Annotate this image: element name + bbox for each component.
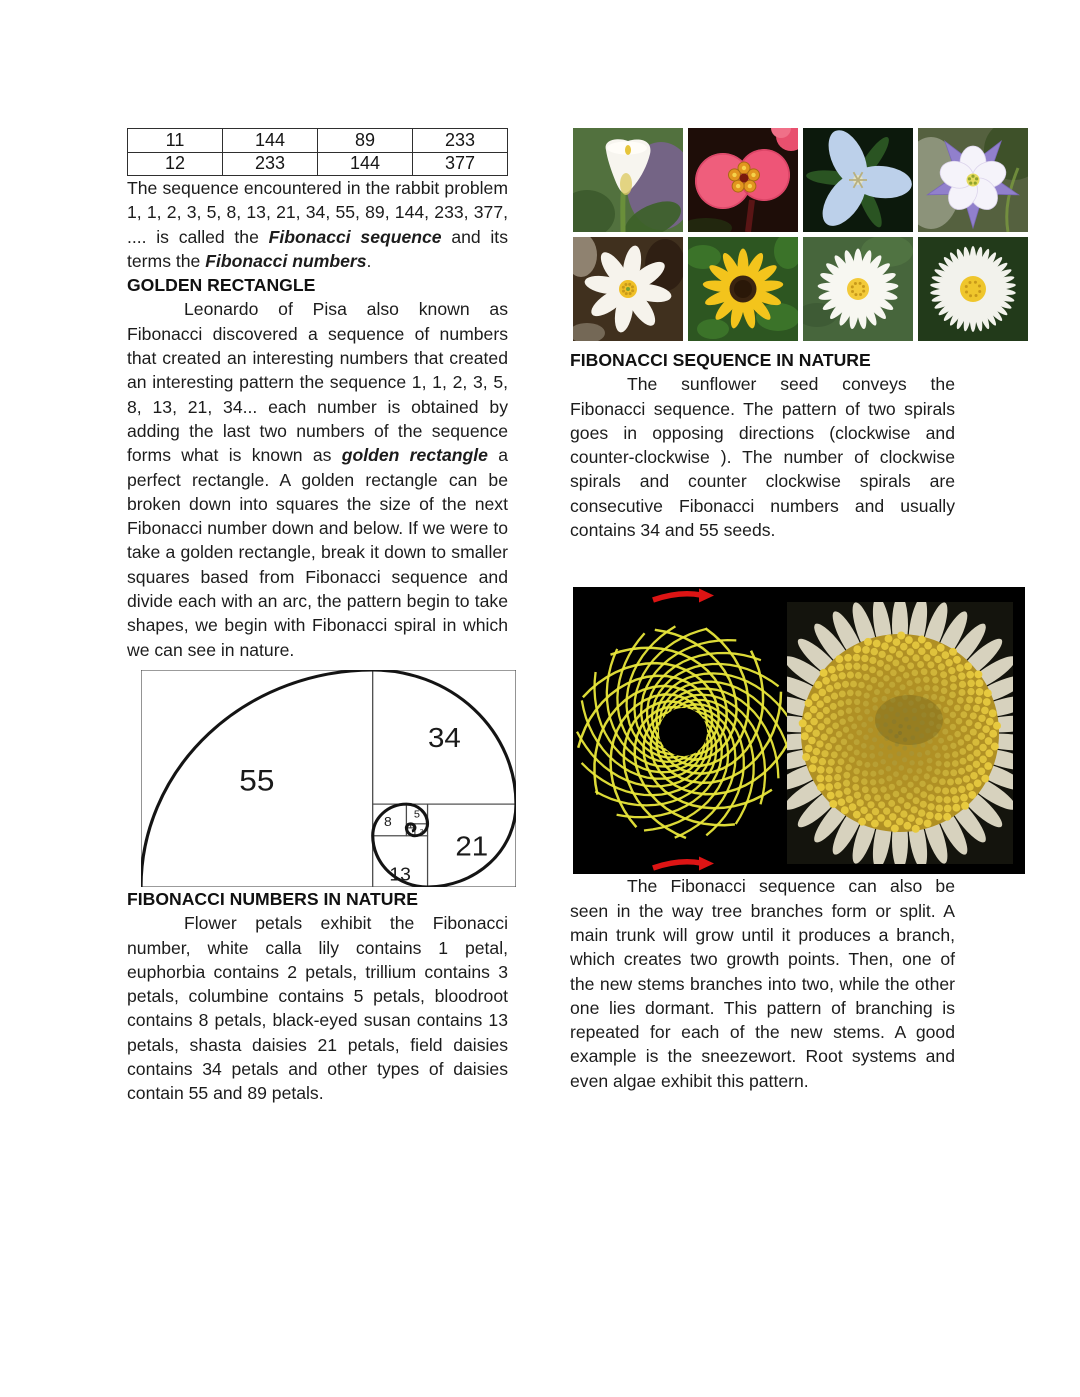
text-segment: The sunflower seed conveys the Fibonacci sequence. The pattern of two spirals goes in opposing directions (clockwise and counter-clockwise ). The number of clockwise spirals and counter clockwise spirals are consecutive Fibonacci numbers and usually contains 34 and 55 seeds. — [570, 374, 955, 541]
text-segment: golden rectangle — [341, 445, 488, 466]
left-column — [127, 128, 508, 1106]
flower-image-shasta-daisy — [803, 237, 913, 341]
flower-image-columbine — [918, 128, 1028, 232]
numbers-in-nature-paragraph — [127, 911, 508, 1105]
sunflower-spiral-svg — [573, 587, 1025, 874]
spiral-label-5: 5 — [413, 808, 421, 821]
spiral-label-3: 3 — [419, 828, 424, 836]
right-column — [570, 128, 955, 1093]
table-cell: 377 — [413, 152, 508, 176]
text-segment: Fibonacci numbers — [205, 250, 367, 271]
sequence-in-nature-heading: FIBONACCI SEQUENCE IN NATURE — [570, 350, 871, 370]
text-segment: . — [366, 250, 372, 271]
table-cell: 144 — [318, 152, 413, 176]
flower-image-field-daisy — [918, 237, 1028, 341]
text-segment: Leonardo of Pisa also known as Fibonacci discovered a sequence of numbers that created an interesting numbers that created an interesting pattern the sequence 1, 1, 2, 3, 5, 8, 13, 21, 34... each number is obtained by adding the last two numbers of the sequence forms what is known as — [127, 299, 508, 466]
text-segment: The Fibonacci sequence can also be seen in the way tree branches form or split. A main trunk will grow until it produces a branch, which creates two growth points. Then, one of the new stems branches into two, while the other one lies dormant. This pattern of branching is repeated for each of the new stems. A good example is the sneezewort. Root systems and even algae exhibit this pattern. — [570, 876, 955, 1091]
sequence-in-nature-paragraph — [570, 372, 955, 542]
flower-grid — [573, 128, 955, 341]
spiral-label-13: 13 — [389, 864, 411, 885]
flower-image-trillium — [803, 128, 913, 232]
spiral-label-55: 55 — [239, 764, 275, 798]
text-segment: Fibonacci sequence — [268, 226, 442, 247]
flower-image-white-calla-lily — [573, 128, 683, 232]
flower-image-euphorbia — [688, 128, 798, 232]
spiral-label-8: 8 — [384, 814, 392, 830]
golden-rectangle-paragraph — [127, 297, 508, 661]
numbers-in-nature-heading: FIBONACCI NUMBERS IN NATURE — [127, 888, 418, 909]
table-cell: 11 — [128, 129, 223, 153]
branching-paragraph — [570, 874, 955, 1093]
text-segment: and its terms the — [127, 226, 508, 271]
text-segment: The sequence encountered in the rabbit problem 1, 1, 2, 3, 5, 8, 13, 21, 34, 55, 89, 144, 233, 377, .... is called the — [127, 178, 508, 247]
text-segment: a perfect rectangle. A golden rectangle can be broken down into squares the size of the next Fibonacci number down and below. If we were to take a golden rectangle, break it down to smaller squares based from Fibonacci sequence and divide each with an arc, the pattern begin to take shapes, we begin with Fibonacci spiral in which we can see in nature. — [127, 445, 508, 660]
flower-image-black-eyed-susan — [688, 237, 798, 341]
fibonacci-spiral-figure — [141, 670, 516, 887]
table-cell: 144 — [223, 129, 318, 153]
table-row — [128, 152, 508, 176]
intro-paragraph — [127, 176, 508, 273]
table-cell: 12 — [128, 152, 223, 176]
table-cell: 233 — [223, 152, 318, 176]
flower-image-bloodroot — [573, 237, 683, 341]
fibonacci-spiral-svg — [141, 670, 516, 887]
fibonacci-table — [127, 128, 508, 176]
table-cell: 89 — [318, 129, 413, 153]
spiral-label-21: 21 — [455, 831, 489, 863]
text-segment: Flower petals exhibit the Fibonacci number, white calla lily contains 1 petal, euphorbia contains 2 petals, trillium contains 3 petals, columbine contains 5 petals, bloodroot contains 8 petals, black-eyed susan contains 13 petals, shasta daisies 21 petals, field daisies contains 34 petals and other types of daisies contain 55 and 89 petals. — [127, 913, 508, 1104]
golden-rectangle-heading: GOLDEN RECTANGLE — [127, 275, 316, 296]
spiral-label-34: 34 — [427, 722, 461, 754]
table-cell: 233 — [413, 129, 508, 153]
table-row — [128, 129, 508, 153]
sunflower-spiral-figure — [573, 587, 1025, 874]
sunflower-photo — [762, 595, 1025, 871]
